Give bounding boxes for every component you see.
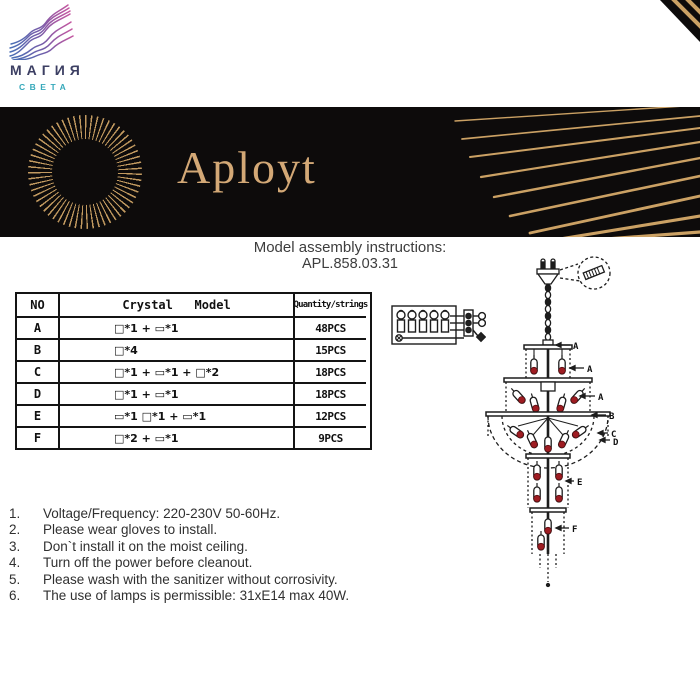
table-header-qty: Quantity/strings <box>295 294 366 318</box>
corner-stripes-icon <box>652 0 700 46</box>
header <box>0 0 700 107</box>
table-cell-no: E <box>17 406 60 428</box>
table-cell-no: B <box>17 340 60 362</box>
diagram-label-d: D <box>613 438 619 448</box>
note-item <box>9 572 449 588</box>
table-header-no: NO <box>17 294 60 318</box>
table-cell-qty: 48PCS <box>295 318 366 340</box>
note-text: The use of lamps is permissible: 31xE14 max 40W. <box>43 588 350 604</box>
note-number: 2. <box>9 522 21 538</box>
parts-table <box>15 292 372 450</box>
brand-title: Aployt <box>177 142 317 193</box>
note-text: Please wash with the sanitizer without corrosivity. <box>43 571 338 587</box>
note-item <box>9 555 449 571</box>
note-text: Don`t install it on the moist ceiling. <box>43 538 248 554</box>
table-cell-no: A <box>17 318 60 340</box>
store-logo <box>8 2 108 102</box>
notes-list <box>9 506 449 604</box>
table-header-model: Crystal Model <box>60 294 295 318</box>
assembly-title-line1: Model assembly instructions: <box>253 239 447 256</box>
table-cell-model: □*1 + ▭*1 <box>60 384 295 406</box>
note-item <box>9 539 449 555</box>
note-text: Please wear gloves to install. <box>43 522 218 538</box>
note-text: Turn off the power before cleanout. <box>43 555 253 571</box>
brand-banner <box>0 107 700 237</box>
table-cell-qty: 12PCS <box>295 406 366 428</box>
note-item <box>9 522 449 538</box>
diagram-label-c: C <box>611 430 617 440</box>
model-number: APL.858.03.31 <box>302 256 398 272</box>
table-cell-model: ▭*1 □*1 + ▭*1 <box>60 406 295 428</box>
note-number: 6. <box>9 588 21 604</box>
note-number: 1. <box>9 506 21 521</box>
chandelier-diagram <box>478 256 650 588</box>
table-cell-model: □*4 <box>60 340 295 362</box>
note-item <box>9 588 449 604</box>
diagram-label-f: F <box>572 525 578 535</box>
table-cell-model: □*2 + ▭*1 <box>60 428 295 448</box>
banner-rays-icon <box>0 107 700 237</box>
table-cell-no: C <box>17 362 60 384</box>
diagram-label-b: B <box>609 412 615 422</box>
table-cell-no: F <box>17 428 60 448</box>
diagram-label-e: E <box>577 478 583 488</box>
table-cell-no: D <box>17 384 60 406</box>
logo-waves-icon <box>8 2 74 60</box>
table-cell-qty: 18PCS <box>295 384 366 406</box>
diagram-label-a3: A <box>598 393 604 403</box>
wiring-diagram <box>390 296 486 350</box>
note-number: 4. <box>9 555 21 571</box>
table-cell-qty: 15PCS <box>295 340 366 362</box>
table-cell-qty: 18PCS <box>295 362 366 384</box>
note-text: Voltage/Frequency: 220-230V 50-60Hz. <box>43 506 281 521</box>
logo-title: МАГИЯ <box>10 62 85 78</box>
table-cell-model: □*1 + ▭*1 + □*2 <box>60 362 295 384</box>
note-item <box>9 506 449 522</box>
note-number: 5. <box>9 571 21 587</box>
table-cell-model: □*1 + ▭*1 <box>60 318 295 340</box>
diagram-label-a2: A <box>587 365 593 375</box>
table-cell-qty: 9PCS <box>318 431 343 445</box>
diagram-label-a1: A <box>573 342 579 352</box>
note-number: 3. <box>9 538 21 554</box>
logo-subtitle: СВЕТА <box>19 82 71 92</box>
